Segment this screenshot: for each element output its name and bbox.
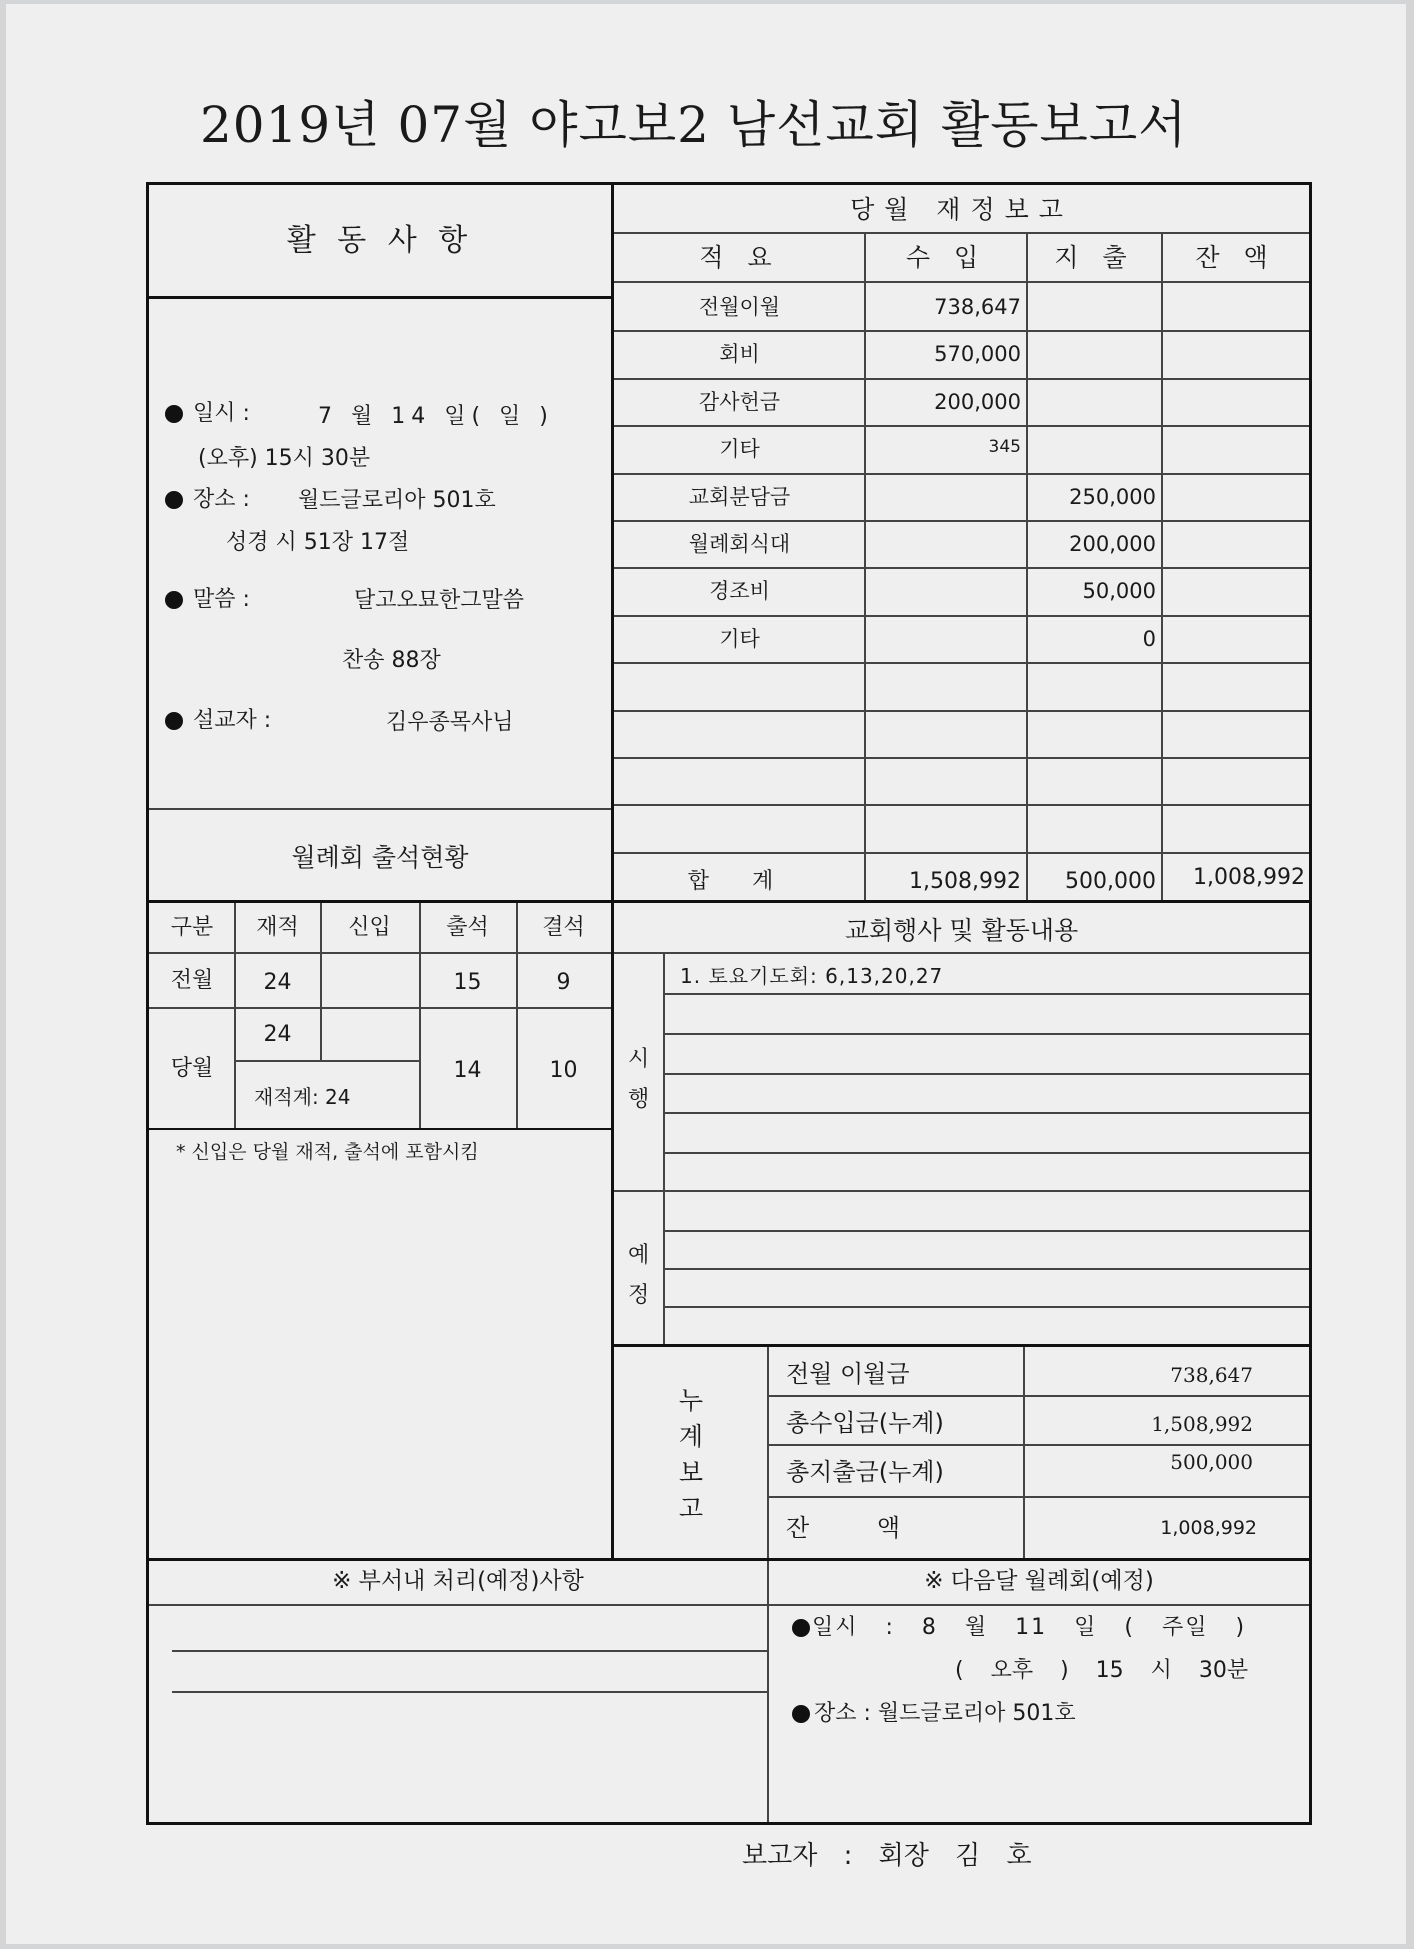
activity-scripture: 성경 시 51장 17절 [226,530,410,555]
divider [149,1007,235,1009]
cumulative-label: 누계보고 [678,1386,704,1523]
att-col-new: 신입 [348,915,391,940]
activity-date-value: 7 월 14 일( 일 ) [318,404,554,429]
finance-row-line [614,710,1309,712]
events-line [665,993,1309,995]
finance-item: 교회분담금 [688,485,791,509]
finance-total-balance: 1,008,992 [1193,865,1305,890]
finance-col-balance: 잔 액 [1195,243,1276,272]
finance-item: 회비 [719,342,760,366]
divider [614,900,1309,903]
finance-col-expense: 지 출 [1054,243,1135,272]
divider [149,296,611,299]
divider [235,1007,420,1009]
activity-sermon [165,589,250,611]
events-header: 교회행사 및 활동내용 [844,916,1079,945]
finance-income: 200,000 [934,390,1021,414]
divider [614,232,1309,234]
finance-total-label: 합 계 [687,869,792,894]
finance-item: 경조비 [709,579,770,603]
finance-row-line [614,330,1309,332]
activity-time: (오후) 15시 30분 [198,446,371,471]
finance-row-line [614,757,1309,759]
att-cur-label: 당월 [170,1056,214,1081]
date-label: 일시 : [193,401,250,426]
report-title: 2019년 07월 야고보2 남선교회 활동보고서 [200,96,1188,154]
activity-hymn: 찬송 88장 [342,648,441,673]
finance-expense: 50,000 [1082,579,1156,603]
divider [769,1496,1309,1498]
divider [235,1060,420,1062]
finance-total-expense: 500,000 [1065,869,1156,894]
divider [149,1604,1309,1606]
finance-row-line [614,425,1309,427]
finance-item: 기타 [719,627,760,651]
cumulative-row-label: 잔 액 [786,1514,930,1542]
bullet-icon [165,591,183,609]
finance-col-item: 적 요 [699,243,780,272]
att-cur-present: 14 [453,1058,482,1083]
att-col-division: 구분 [170,915,214,940]
cumulative-row-value: 1,508,992 [1151,1412,1253,1436]
att-cur-enrolled: 24 [263,1022,292,1047]
divider [149,900,611,903]
next-meeting-date [792,1617,1246,1639]
events-line [665,1073,1309,1075]
events-line [665,1230,1309,1232]
next-meeting-place-text: 장소 : 월드글로리아 501호 [814,1701,1076,1726]
events-planned-label: 예정 [628,1243,650,1308]
att-note: * 신입은 당월 재적, 출석에 포함시킴 [176,1141,479,1163]
finance-income: 345 [988,437,1021,457]
cumulative-row-value: 738,647 [1170,1363,1253,1387]
finance-row-line [614,615,1309,617]
cumulative-row-value: 1,008,992 [1160,1517,1257,1539]
finance-expense: 0 [1142,627,1156,651]
att-cur-absent: 10 [549,1058,578,1083]
bullet-icon [792,1619,810,1637]
divider [767,1561,769,1822]
divider [149,952,611,954]
cumulative-row-value: 500,000 [1170,1450,1253,1474]
activity-preacher [165,710,271,732]
cumulative-row-label: 총지출금(누계) [786,1458,944,1486]
divider [769,1395,1309,1397]
bullet-icon [165,712,183,730]
finance-item: 전월이월 [698,295,781,319]
finance-item: 기타 [719,437,760,461]
finance-col-income: 수 입 [905,243,987,272]
cumulative-row-label: 전월 이월금 [786,1360,910,1388]
sermon-label: 말씀 : [193,587,250,612]
activity-preacher-value: 김우종목사님 [386,710,514,735]
att-col-enrolled: 재적 [256,915,299,940]
activity-place-value: 월드글로리아 501호 [298,488,496,513]
divider [663,952,665,1344]
finance-item: 감사헌금 [698,390,781,414]
events-line [665,1112,1309,1114]
finance-expense: 200,000 [1069,532,1156,556]
reporter: 보고자 : 회장 김 호 [742,1841,1032,1871]
finance-row-line [614,567,1309,569]
dept-line [172,1691,767,1693]
events-line [665,1152,1309,1154]
activity-place [165,489,250,511]
finance-total-income: 1,508,992 [909,869,1021,894]
cumulative-row-label: 총수입금(누계) [786,1409,944,1437]
finance-row-line [614,378,1309,380]
finance-row-line [614,520,1309,522]
divider [614,1190,663,1192]
divider [149,808,611,810]
divider [149,1128,611,1130]
divider [767,1347,769,1558]
divider [149,1558,1309,1561]
att-prev-present: 15 [453,970,482,995]
att-prev-label: 전월 [170,968,214,993]
finance-income: 738,647 [934,295,1021,319]
att-col-present: 출석 [446,915,489,940]
finance-col-line [1026,232,1028,900]
next-meeting-place [792,1703,1076,1725]
finance-col-line [1161,232,1163,900]
bullet-icon [165,405,183,423]
finance-item: 월례회식대 [688,532,791,556]
att-prev-absent: 9 [556,970,571,995]
divider [614,281,1309,283]
bullet-icon [165,491,183,509]
frame-bottom [146,1822,1312,1825]
events-done-item: 1. 토요기도회: 6,13,20,27 [680,964,944,988]
events-line [665,1306,1309,1308]
frame-top [146,182,1312,185]
att-col-absent: 결석 [542,915,585,940]
finance-header: 당월 재정보고 [850,195,1073,224]
main-divider [611,182,614,1558]
activity-header: 활 동 사 항 [286,223,474,258]
finance-row-line [614,473,1309,475]
finance-col-line [864,232,866,900]
finance-income: 570,000 [934,342,1021,366]
divider [614,952,1309,954]
finance-row-line [614,804,1309,806]
place-label: 장소 : [193,487,250,512]
next-meeting-time: ( 오후 ) 15 시 30분 [955,1658,1249,1683]
attendance-header: 월례회 출석현황 [291,843,469,872]
frame-right [1309,182,1312,1825]
finance-row-line [614,852,1309,854]
events-line [665,1033,1309,1035]
preacher-label: 설교자 : [193,708,272,733]
dept-header: ※ 부서내 처리(예정)사항 [332,1568,584,1594]
bullet-icon [792,1705,810,1723]
events-line [665,1190,1309,1192]
dept-line [172,1650,767,1652]
activity-sermon-value: 달고오묘한그말씀 [354,588,525,613]
att-enrolled-total: 재적계: 24 [254,1085,351,1109]
finance-expense: 250,000 [1069,485,1156,509]
divider [614,1344,1309,1347]
activity-date [165,403,250,425]
finance-row-line [614,662,1309,664]
next-meeting-header: ※ 다음달 월례회(예정) [924,1568,1154,1594]
next-meeting-date-text: 일시 : 8 월 11 일 ( 주일 ) [812,1615,1247,1640]
events-done-label: 시행 [628,1047,650,1112]
divider [769,1444,1309,1446]
att-prev-enrolled: 24 [263,970,292,995]
events-line [665,1268,1309,1270]
